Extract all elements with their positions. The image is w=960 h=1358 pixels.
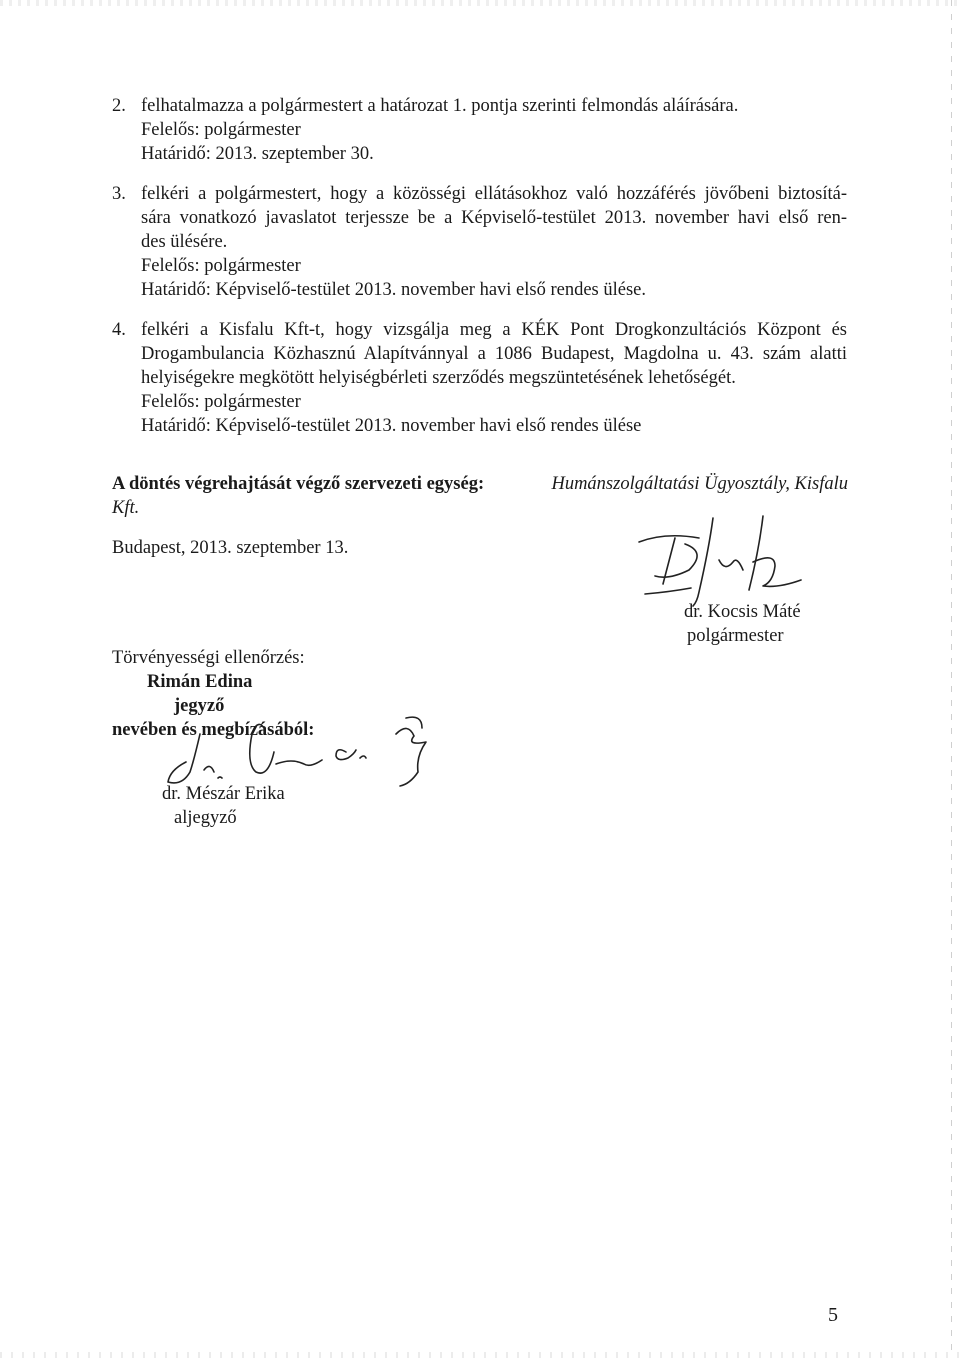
scan-edge-top: [0, 0, 960, 6]
item-4-deadline: Határidő: Képviselő-testület 2013. november havi első rendes ülése: [141, 416, 642, 436]
executor-label: A döntés végrehajtását végző szervezeti egység:: [112, 474, 485, 494]
item-3-responsible: Felelős: polgármester: [141, 256, 301, 276]
executor-value: Humánszolgáltatási Ügyosztály, Kisfalu: [551, 474, 848, 494]
item-4-text-line-3: helyiségekre megkötött helyiségbérleti szerződés megszüntetésének lehetőségét.: [141, 368, 736, 388]
item-3-deadline: Határidő: Képviselő-testület 2013. november havi első rendes ülése.: [141, 280, 647, 300]
item-3-text-line-3: des ülésére.: [141, 232, 228, 252]
legality-title: jegyző: [174, 696, 225, 716]
legality-name: Rimán Edina: [147, 672, 253, 692]
scan-edge-right: [951, 0, 952, 1358]
scan-edge-bottom: [0, 1352, 960, 1358]
item-2-deadline: Határidő: 2013. szeptember 30.: [141, 144, 374, 164]
item-3-text-line-2: sára vonatkozó javaslatot terjessze be a Képviselő-testület 2013. november havi első ren-: [141, 208, 847, 228]
page-number: 5: [828, 1304, 838, 1326]
item-2-responsible: Felelős: polgármester: [141, 120, 301, 140]
item-4-text-line-1: felkéri a Kisfalu Kft-t, hogy vizsgálja meg a KÉK Pont Drogkonzultációs Központ és: [141, 320, 847, 340]
item-4-number: 4.: [112, 320, 126, 340]
item-2-number: 2.: [112, 96, 126, 116]
item-2-text-line-1: felhatalmazza a polgármestert a határozat 1. pontja szerinti felmondás aláírására.: [141, 96, 739, 116]
deputy-title: aljegyző: [174, 808, 237, 828]
place-date: Budapest, 2013. szeptember 13.: [112, 538, 349, 558]
item-4-text-line-2: Drogambulancia Közhasznú Alapítvánnyal a 1086 Budapest, Magdolna u. 43. szám alatti: [141, 344, 847, 364]
item-3-number: 3.: [112, 184, 126, 204]
mayor-signature: [625, 510, 825, 610]
item-3-text-line-1: felkéri a polgármestert, hogy a közösségi ellátásokhoz való hozzáférés jövőbeni biztosítá-: [141, 184, 847, 204]
item-4-responsible: Felelős: polgármester: [141, 392, 301, 412]
legality-on-behalf: nevében és megbízásából:: [112, 720, 315, 740]
executor-line-1: [112, 472, 848, 496]
mayor-name: dr. Kocsis Máté: [684, 602, 801, 622]
deputy-signature: [160, 712, 460, 792]
mayor-title: polgármester: [687, 626, 784, 646]
legality-heading: Törvényességi ellenőrzés:: [112, 648, 305, 668]
executor-value-line-2: Kft.: [112, 498, 140, 518]
deputy-name: dr. Mészár Erika: [162, 784, 285, 804]
